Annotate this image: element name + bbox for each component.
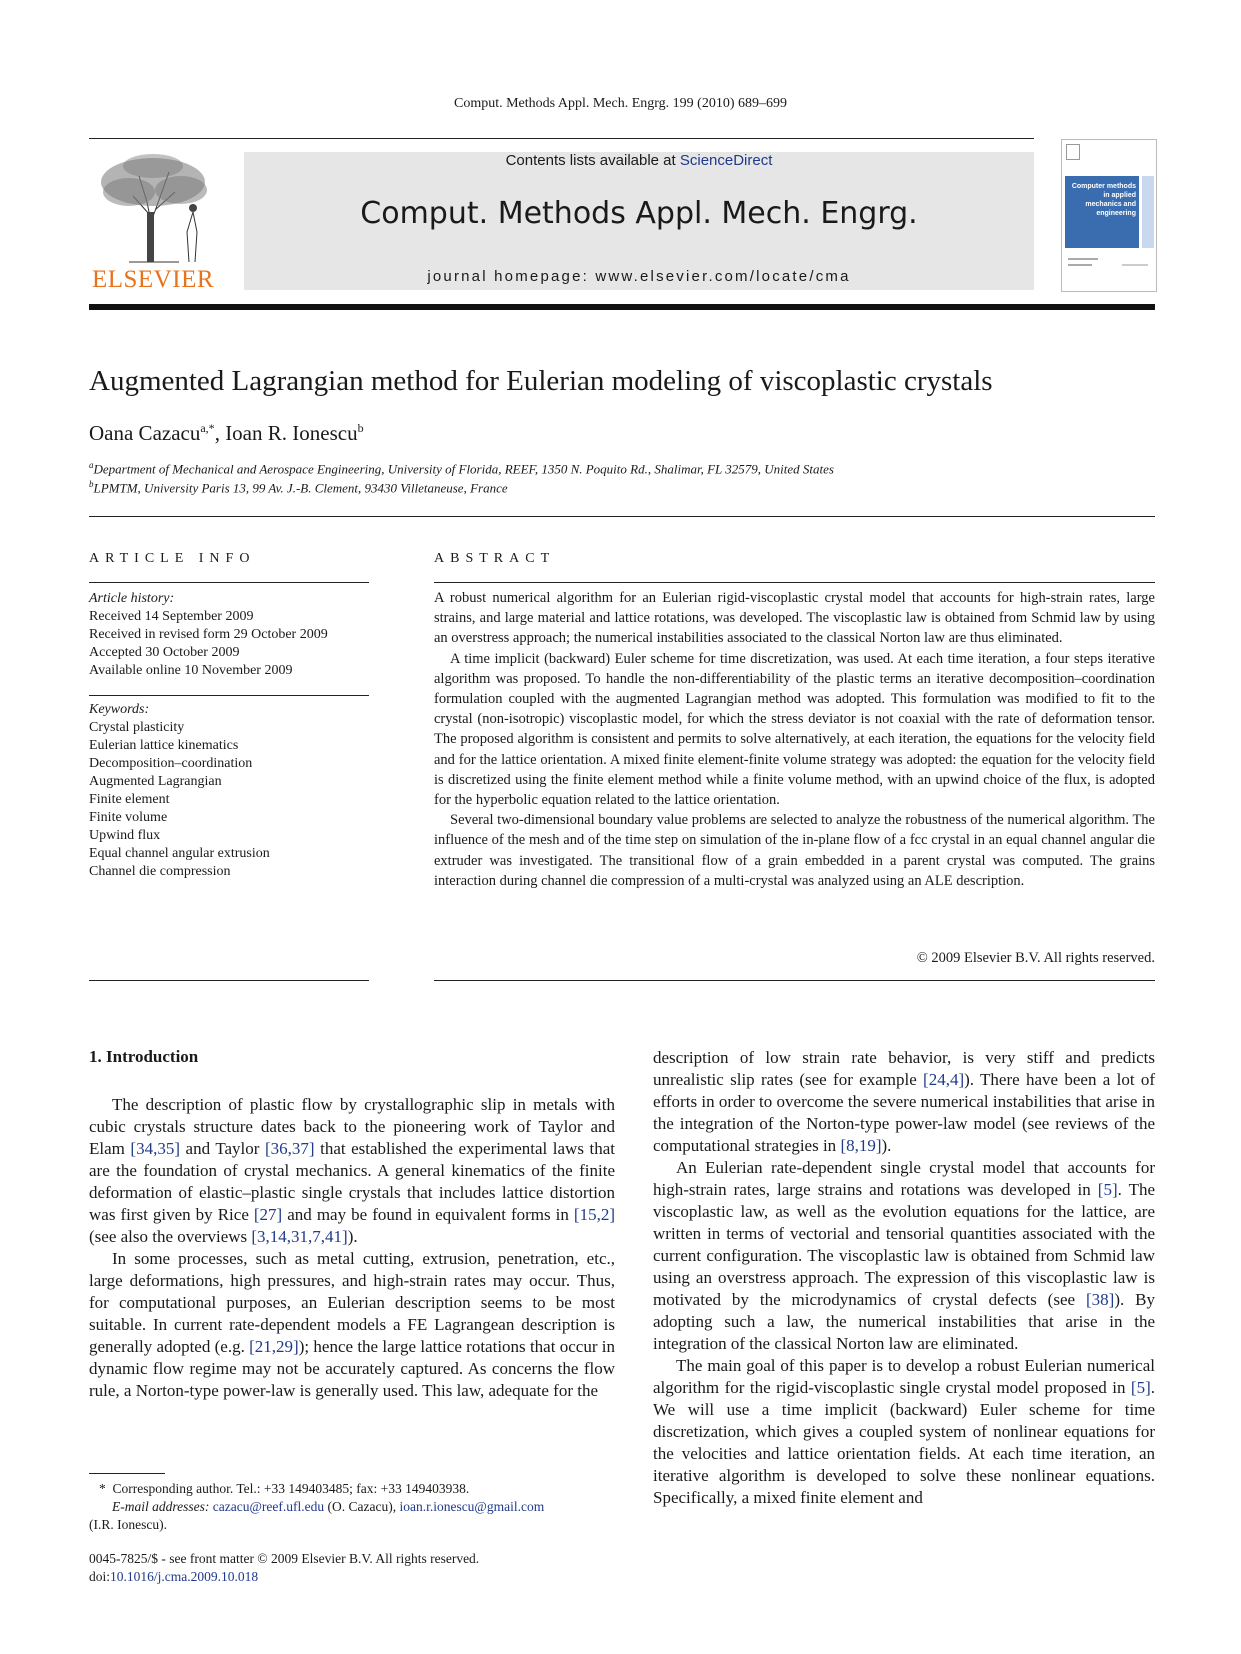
email-line	[89, 1498, 615, 1516]
cover-line	[1068, 258, 1098, 260]
affil-mark: b	[89, 479, 94, 489]
email-label: E-mail addresses:	[112, 1499, 210, 1514]
text-run: . We will use a time implicit (backward) Euler scheme for time discretization, which gives a coupled system of nonlinear equations for the velocities and lattice orientation fields. At each time iteration, an iterative algorithm is developed to solve these nonlinear equations. Specifically, a mixed finite element and	[653, 1378, 1155, 1507]
title-rule	[89, 516, 1155, 517]
keyword: Channel die compression	[89, 864, 231, 879]
abstract-bottom-rule	[434, 980, 1155, 981]
body-column-right	[653, 1047, 1155, 1509]
author-name: Ioan R. Ionescu	[225, 421, 358, 445]
author-affil-mark[interactable]: b	[357, 421, 364, 435]
text-run: ); hence the large lattice rotations that occur in dynamic flow regime may not be accurately captured. As concerns the flow rule, a Norton-type power-law is generally used. This law, adequate for the	[89, 1337, 615, 1400]
history-label: Article history:	[89, 591, 175, 606]
body-column-left	[89, 1094, 615, 1402]
keyword: Decomposition–coordination	[89, 756, 253, 771]
keyword: Upwind flux	[89, 828, 161, 843]
cover-title-text: Computer methods in applied mechanics and engineering	[1071, 183, 1136, 217]
doi-label: doi:	[89, 1569, 111, 1584]
abstract-paragraph: A time implicit (backward) Euler scheme for time discretization, was used. At each time iteration, a four steps iterative algorithm was proposed. To handle the non-differentiability of the plastic terms an iterative decomposition–coordination formulation coupled with the augmented Lagrangian method was adopted. This formulation was modified to fit to the crystal (non-isotropic) viscoplastic model, for which the stress deviator is not coaxial with the rate of deformation tensor. The proposed algorithm is consistent and permits to solve alternatively, at each iteration, the equations for the velocity field and for the lattice orientation. A mixed finite element-finite volume strategy was adopted: the equation for the velocity field is discretized using the finite element method while a finite volume method, with an upwind choice of the flux, is adopted for the hyperbolic equation related to the lattice orientation.	[434, 650, 1155, 809]
text-run: and Taylor	[180, 1139, 265, 1158]
text-run: ). By adopting such a law, the numerical instabilities that arise in the integration of the classical Norton law are eliminated.	[653, 1290, 1155, 1353]
citation-link[interactable]: [8,19]	[840, 1136, 882, 1155]
history-item: Available online 10 November 2009	[89, 663, 293, 678]
footnote	[89, 1480, 615, 1534]
body-paragraph	[653, 1157, 1155, 1355]
body-paragraph	[89, 1094, 615, 1248]
doi-line	[89, 1568, 479, 1586]
journal-homepage[interactable]: journal homepage: www.elsevier.com/locate/cma	[427, 268, 851, 285]
author-affil-mark[interactable]: a,*	[200, 421, 215, 435]
history-item: Accepted 30 October 2009	[89, 645, 240, 660]
author-list	[89, 421, 364, 446]
header-thick-rule	[89, 304, 1155, 310]
cover-line	[1122, 264, 1148, 266]
affiliation-a	[89, 460, 834, 477]
text-run: ).	[347, 1227, 358, 1246]
citation-link[interactable]: [36,37]	[264, 1139, 315, 1158]
email-link[interactable]: cazacu@reef.ufl.edu	[212, 1499, 325, 1514]
corresponding-author-note	[89, 1480, 615, 1498]
citation-link[interactable]: [24,4]	[923, 1070, 965, 1089]
citation-link[interactable]: [5]	[1130, 1378, 1151, 1397]
body-paragraph	[653, 1047, 1155, 1157]
corresponding-text: Corresponding author. Tel.: +33 149403485; fax: +33 149403938.	[112, 1481, 470, 1496]
journal-cover-thumbnail	[1061, 139, 1157, 292]
email-owner: (O. Cazacu),	[324, 1499, 400, 1514]
keyword: Finite element	[89, 792, 170, 807]
abstract-rule	[434, 582, 1155, 583]
sciencedirect-link[interactable]: ScienceDirect	[679, 152, 773, 169]
article-info	[89, 590, 369, 680]
running-head: Comput. Methods Appl. Mech. Engrg. 199 (2010) 689–699	[453, 96, 787, 111]
abstract-paragraph: A robust numerical algorithm for an Eulerian rigid-viscoplastic crystal model that accounts for high-strain rates, large strains, and large material and lattice rotations, was developed. The viscoplastic law is obtained from Schmid law by using an overstress approach; the numerical instabilities associated to the classical Norton law are thus eliminated.	[434, 590, 1155, 647]
doi-link[interactable]: 10.1016/j.cma.2009.10.018	[110, 1569, 259, 1584]
body-paragraph	[89, 1248, 615, 1402]
abstract-copyright: © 2009 Elsevier B.V. All rights reserved.	[916, 950, 1155, 966]
affil-text: Department of Mechanical and Aerospace Engineering, University of Florida, REEF, 1350 N. Poquito Rd., Shalimar, FL 32579, United States	[93, 461, 834, 477]
affil-mark: a	[89, 460, 94, 470]
tree-icon	[89, 152, 217, 264]
keywords-block	[89, 701, 369, 881]
text-run: ). There have been a lot of efforts in order to overcome the severe numerical instabilities that arise in the integration of the Norton-type power-law model (see reviews of the computational strategies in	[653, 1070, 1156, 1155]
citation-link[interactable]: [21,29]	[249, 1337, 299, 1356]
keyword: Augmented Lagrangian	[89, 774, 222, 789]
keyword: Equal channel angular extrusion	[89, 846, 270, 861]
cover-line	[1068, 264, 1092, 266]
text-run: that established the experimental laws that are the foundation of crystal mechanics. A general kinematics of the finite deformation of elastic–plastic single crystals that includes lattice distortion was first given by Rice	[89, 1139, 615, 1224]
keyword: Eulerian lattice kinematics	[89, 738, 239, 753]
abstract-paragraph: Several two-dimensional boundary value problems are selected to analyze the robustness of the numerical algorithm. The influence of the mesh and of the time step on simulation of the in-plane flow of a fcc crystal in an equal channel angular die extruder was investigated. The transitional flow of a grain embedded in a parent crystal was computed. The grains interaction during channel die compression of a multi-crystal was analyzed using an ALE description.	[434, 812, 1155, 889]
cover-side-panel	[1142, 176, 1154, 248]
text-run: An Eulerian rate-dependent single crystal model that accounts for high-strain rates, large strains and rotations was developed in	[653, 1158, 1155, 1199]
author-separator: ,	[214, 421, 226, 445]
info-rule	[89, 582, 369, 583]
affiliation-b	[89, 479, 508, 496]
citation-link[interactable]: [3,14,31,7,41]	[251, 1227, 348, 1246]
citation-link[interactable]: [5]	[1097, 1180, 1118, 1199]
citation-link[interactable]: [38]	[1085, 1290, 1115, 1309]
text-run: The main goal of this paper is to develop a robust Eulerian numerical algorithm for the rigid-viscoplastic single crystal model proposed in	[653, 1356, 1155, 1397]
issn-line: 0045-7825/$ - see front matter © 2009 Elsevier B.V. All rights reserved.	[89, 1551, 480, 1566]
cover-logo-icon	[1066, 144, 1080, 160]
body-paragraph	[653, 1355, 1155, 1509]
text-run: (see also the overviews	[89, 1227, 252, 1246]
citation-link[interactable]: [34,35]	[130, 1139, 180, 1158]
abstract-heading: ABSTRACT	[434, 551, 556, 566]
citation-link[interactable]: [15,2]	[573, 1205, 615, 1224]
article-info-heading: ARTICLE INFO	[89, 551, 256, 566]
affil-text: LPMTM, University Paris 13, 99 Av. J.-B. Clement, 93430 Villetaneuse, France	[93, 480, 508, 496]
footnote-mark: *	[99, 1481, 106, 1496]
text-run: ).	[881, 1136, 892, 1155]
citation-link[interactable]: [27]	[253, 1205, 283, 1224]
info-bottom-rule	[89, 980, 369, 981]
text-run: and may be found in equivalent forms in	[282, 1205, 574, 1224]
contents-prefix: Contents lists available at	[505, 152, 680, 169]
section-heading: 1. Introduction	[89, 1047, 199, 1066]
info-rule	[89, 695, 369, 696]
text-run: The description of plastic flow by crystallographic slip in metals with cubic crystals structure dates back to the pioneering work of Taylor and Elam	[89, 1095, 615, 1158]
text-run: . The viscoplastic law, as well as the evolution equations for the lattice, are written in terms of vectorial and tensorial quantities associated with the current configuration. The viscoplastic law is obtained from Schmid law using an overstress approach. The expression of this viscoplastic law is motivated by the microdynamics of crystal defects (see	[653, 1180, 1156, 1309]
footnote-rule	[89, 1473, 165, 1474]
keyword: Crystal plasticity	[89, 720, 185, 735]
contents-line	[244, 152, 1034, 169]
email-link[interactable]: ioan.r.ionescu@gmail.com	[399, 1499, 545, 1514]
front-matter	[89, 1550, 479, 1586]
keyword: Finite volume	[89, 810, 168, 825]
journal-title: Comput. Methods Appl. Mech. Engrg.	[360, 196, 918, 231]
author-name: Oana Cazacu	[89, 421, 201, 445]
email-owner: (I.R. Ionescu).	[89, 1517, 167, 1532]
text-run: In some processes, such as metal cutting, extrusion, penetration, etc., large deformations, high pressures, and high-strain rates may occur. Thus, for computational purposes, an Eulerian description seems to be most suitable. In current rate-dependent models a FE Lagrangean description is generally adopted (e.g.	[89, 1249, 615, 1356]
abstract-body	[434, 588, 1155, 891]
keywords-label: Keywords:	[89, 702, 150, 717]
text-run: description of low strain rate behavior, is very stiff and predicts unrealistic slip rates (see for example	[653, 1048, 1155, 1089]
header-rule	[89, 138, 1034, 139]
elsevier-logo-text: ELSEVIER	[91, 266, 215, 293]
history-item: Received in revised form 29 October 2009	[89, 627, 328, 642]
history-item: Received 14 September 2009	[89, 609, 254, 624]
article-title: Augmented Lagrangian method for Eulerian modeling of viscoplastic crystals	[89, 365, 993, 397]
